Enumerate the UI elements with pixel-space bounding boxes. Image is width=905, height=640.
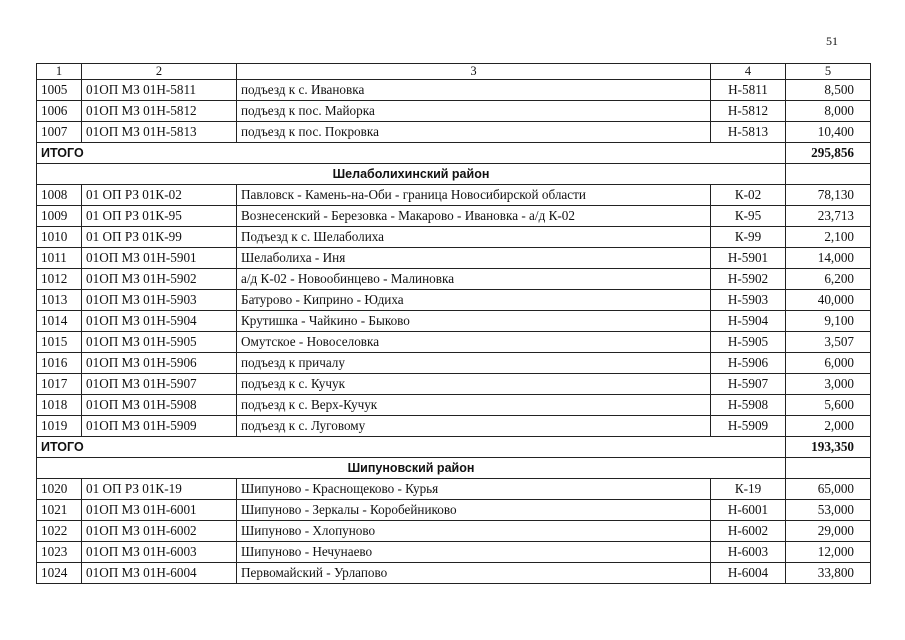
road-length: 29,000 bbox=[786, 521, 871, 542]
row-number: 1021 bbox=[37, 500, 82, 521]
header-col-length: 5 bbox=[786, 64, 871, 80]
table-row bbox=[37, 374, 871, 395]
table-row bbox=[37, 248, 871, 269]
road-index: Н-5906 bbox=[711, 353, 786, 374]
row-number: 1017 bbox=[37, 374, 82, 395]
road-name: Шипуново - Хлопуново bbox=[237, 521, 711, 542]
road-length: 12,000 bbox=[786, 542, 871, 563]
road-name: Батурово - Киприно - Юдиха bbox=[237, 290, 711, 311]
road-length: 53,000 bbox=[786, 500, 871, 521]
road-name: подъезд к причалу bbox=[237, 353, 711, 374]
road-length: 10,400 bbox=[786, 122, 871, 143]
page-number: 51 bbox=[826, 34, 838, 48]
road-index: Н-5908 bbox=[711, 395, 786, 416]
road-name: Крутишка - Чайкино - Быково bbox=[237, 311, 711, 332]
road-length: 6,200 bbox=[786, 269, 871, 290]
road-index: К-19 bbox=[711, 479, 786, 500]
road-index: Н-6001 bbox=[711, 500, 786, 521]
road-length: 8,000 bbox=[786, 101, 871, 122]
total-value: 193,350 bbox=[786, 437, 871, 458]
road-code: 01ОП МЗ 01Н-5903 bbox=[82, 290, 237, 311]
road-code: 01 ОП РЗ 01К-99 bbox=[82, 227, 237, 248]
row-number: 1009 bbox=[37, 206, 82, 227]
road-index: Н-6002 bbox=[711, 521, 786, 542]
road-name: подъезд к пос. Майорка bbox=[237, 101, 711, 122]
road-length: 33,800 bbox=[786, 563, 871, 584]
road-length: 3,507 bbox=[786, 332, 871, 353]
road-length: 65,000 bbox=[786, 479, 871, 500]
row-number: 1019 bbox=[37, 416, 82, 437]
road-name: подъезд к с. Верх-Кучук bbox=[237, 395, 711, 416]
road-length: 2,000 bbox=[786, 416, 871, 437]
road-index: Н-5904 bbox=[711, 311, 786, 332]
table-row bbox=[37, 521, 871, 542]
road-length: 8,500 bbox=[786, 80, 871, 101]
header-col-code: 2 bbox=[82, 64, 237, 80]
road-code: 01ОП МЗ 01Н-5905 bbox=[82, 332, 237, 353]
row-number: 1005 bbox=[37, 80, 82, 101]
row-number: 1016 bbox=[37, 353, 82, 374]
row-number: 1007 bbox=[37, 122, 82, 143]
road-length: 78,130 bbox=[786, 185, 871, 206]
road-code: 01 ОП РЗ 01К-02 bbox=[82, 185, 237, 206]
row-number: 1014 bbox=[37, 311, 82, 332]
road-index: К-02 bbox=[711, 185, 786, 206]
road-code: 01ОП МЗ 01Н-5907 bbox=[82, 374, 237, 395]
district-title: Шелаболихинский район bbox=[37, 164, 786, 185]
road-length: 5,600 bbox=[786, 395, 871, 416]
road-index: Н-5905 bbox=[711, 332, 786, 353]
table-row bbox=[37, 269, 871, 290]
road-name: Подъезд к с. Шелаболиха bbox=[237, 227, 711, 248]
table-row bbox=[37, 311, 871, 332]
table-row bbox=[37, 353, 871, 374]
road-index: Н-5909 bbox=[711, 416, 786, 437]
road-length: 9,100 bbox=[786, 311, 871, 332]
district-title: Шипуновский район bbox=[37, 458, 786, 479]
table-row bbox=[37, 395, 871, 416]
road-index: К-99 bbox=[711, 227, 786, 248]
row-number: 1020 bbox=[37, 479, 82, 500]
road-code: 01ОП МЗ 01Н-6002 bbox=[82, 521, 237, 542]
road-code: 01ОП МЗ 01Н-5908 bbox=[82, 395, 237, 416]
road-name: подъезд к с. Луговому bbox=[237, 416, 711, 437]
road-code: 01ОП МЗ 01Н-5811 bbox=[82, 80, 237, 101]
road-name: Шелаболиха - Иня bbox=[237, 248, 711, 269]
table-row bbox=[37, 80, 871, 101]
road-code: 01ОП МЗ 01Н-5902 bbox=[82, 269, 237, 290]
row-number: 1024 bbox=[37, 563, 82, 584]
road-code: 01ОП МЗ 01Н-6001 bbox=[82, 500, 237, 521]
header-col-index: 4 bbox=[711, 64, 786, 80]
road-length: 23,713 bbox=[786, 206, 871, 227]
road-code: 01ОП МЗ 01Н-5901 bbox=[82, 248, 237, 269]
road-code: 01 ОП РЗ 01К-95 bbox=[82, 206, 237, 227]
road-name: подъезд к с. Ивановка bbox=[237, 80, 711, 101]
header-col-name: 3 bbox=[237, 64, 711, 80]
road-name: Вознесенский - Березовка - Макарово - Ивановка - а/д К-02 bbox=[237, 206, 711, 227]
road-name: подъезд к с. Кучук bbox=[237, 374, 711, 395]
road-index: Н-5907 bbox=[711, 374, 786, 395]
road-length: 2,100 bbox=[786, 227, 871, 248]
table-row bbox=[37, 122, 871, 143]
road-code: 01ОП МЗ 01Н-5909 bbox=[82, 416, 237, 437]
road-length: 40,000 bbox=[786, 290, 871, 311]
table-row bbox=[37, 206, 871, 227]
total-label: ИТОГО bbox=[37, 143, 786, 164]
road-length: 3,000 bbox=[786, 374, 871, 395]
road-index: Н-5812 bbox=[711, 101, 786, 122]
road-index: Н-5811 bbox=[711, 80, 786, 101]
district-row bbox=[37, 458, 871, 479]
total-row bbox=[37, 437, 871, 458]
table-row bbox=[37, 500, 871, 521]
total-value: 295,856 bbox=[786, 143, 871, 164]
table-row bbox=[37, 185, 871, 206]
row-number: 1013 bbox=[37, 290, 82, 311]
road-length: 14,000 bbox=[786, 248, 871, 269]
row-number: 1023 bbox=[37, 542, 82, 563]
road-index: К-95 bbox=[711, 206, 786, 227]
row-number: 1022 bbox=[37, 521, 82, 542]
road-index: Н-5813 bbox=[711, 122, 786, 143]
road-name: Омутское - Новоселовка bbox=[237, 332, 711, 353]
road-name: Шипуново - Краснощеково - Курья bbox=[237, 479, 711, 500]
road-code: 01ОП МЗ 01Н-6003 bbox=[82, 542, 237, 563]
table-row bbox=[37, 542, 871, 563]
road-code: 01ОП МЗ 01Н-5812 bbox=[82, 101, 237, 122]
road-length: 6,000 bbox=[786, 353, 871, 374]
row-number: 1015 bbox=[37, 332, 82, 353]
row-number: 1011 bbox=[37, 248, 82, 269]
table-row bbox=[37, 101, 871, 122]
road-code: 01 ОП РЗ 01К-19 bbox=[82, 479, 237, 500]
table-row bbox=[37, 227, 871, 248]
road-name: а/д К-02 - Новообинцево - Малиновка bbox=[237, 269, 711, 290]
total-label: ИТОГО bbox=[37, 437, 786, 458]
road-name: подъезд к пос. Покровка bbox=[237, 122, 711, 143]
table-row bbox=[37, 290, 871, 311]
row-number: 1006 bbox=[37, 101, 82, 122]
road-name: Павловск - Камень-на-Оби - граница Новосибирской области bbox=[237, 185, 711, 206]
road-index: Н-6003 bbox=[711, 542, 786, 563]
district-blank-cell bbox=[786, 458, 871, 479]
district-blank-cell bbox=[786, 164, 871, 185]
table-row bbox=[37, 332, 871, 353]
table-row bbox=[37, 416, 871, 437]
road-code: 01ОП МЗ 01Н-6004 bbox=[82, 563, 237, 584]
table-row bbox=[37, 563, 871, 584]
road-index: Н-5901 bbox=[711, 248, 786, 269]
road-code: 01ОП МЗ 01Н-5813 bbox=[82, 122, 237, 143]
row-number: 1012 bbox=[37, 269, 82, 290]
road-name: Шипуново - Нечунаево bbox=[237, 542, 711, 563]
road-index: Н-5903 bbox=[711, 290, 786, 311]
header-col-num: 1 bbox=[37, 64, 82, 80]
road-name: Первомайский - Урлапово bbox=[237, 563, 711, 584]
road-name: Шипуново - Зеркалы - Коробейниково bbox=[237, 500, 711, 521]
road-index: Н-6004 bbox=[711, 563, 786, 584]
district-row bbox=[37, 164, 871, 185]
roads-table bbox=[36, 63, 871, 584]
road-code: 01ОП МЗ 01Н-5904 bbox=[82, 311, 237, 332]
table-row bbox=[37, 479, 871, 500]
road-code: 01ОП МЗ 01Н-5906 bbox=[82, 353, 237, 374]
row-number: 1010 bbox=[37, 227, 82, 248]
row-number: 1018 bbox=[37, 395, 82, 416]
header-row bbox=[37, 64, 871, 80]
total-row bbox=[37, 143, 871, 164]
row-number: 1008 bbox=[37, 185, 82, 206]
road-index: Н-5902 bbox=[711, 269, 786, 290]
